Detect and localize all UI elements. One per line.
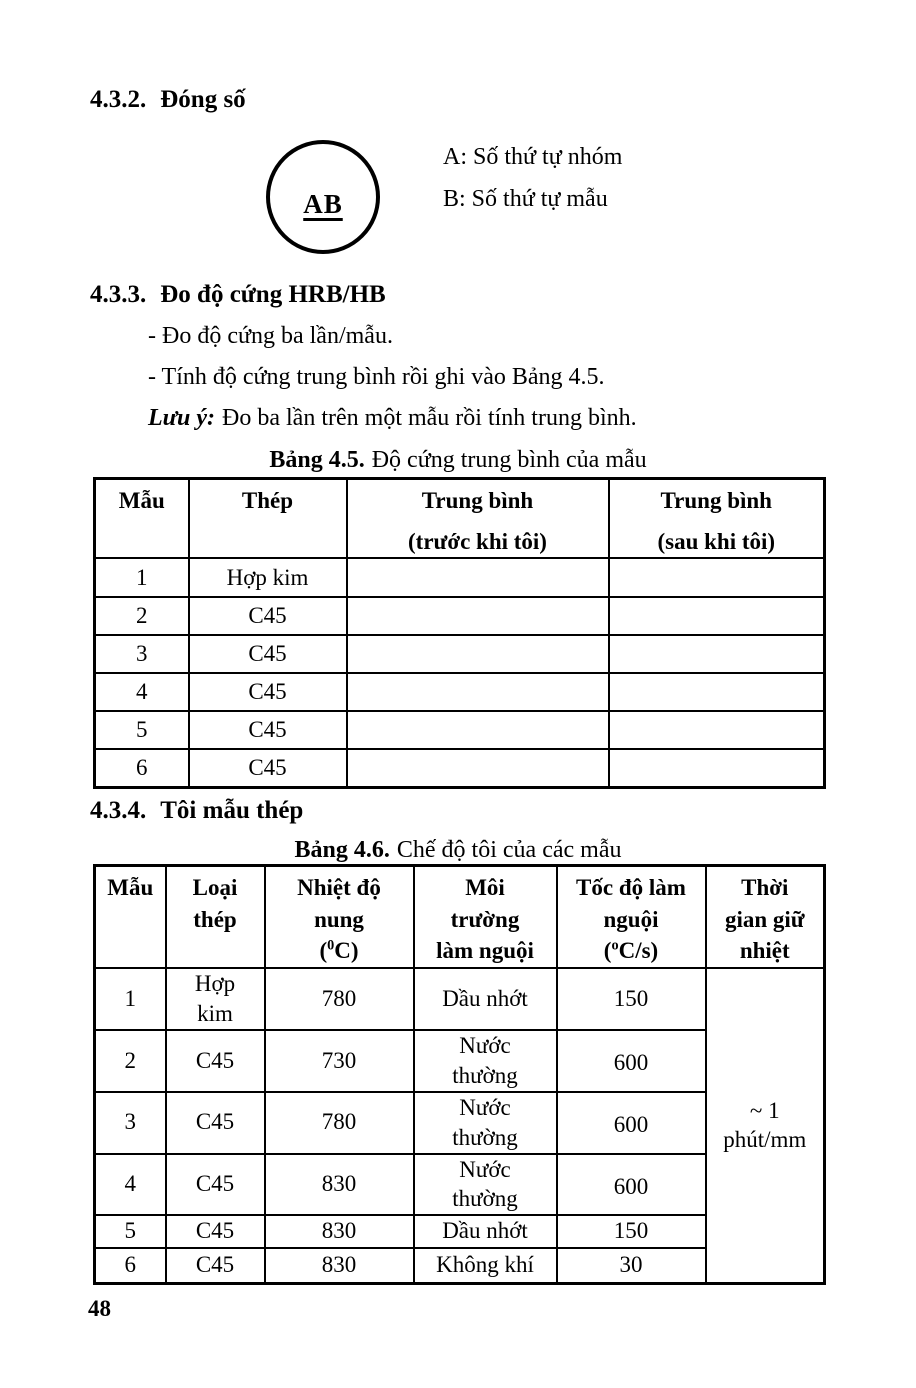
cell-medium: Dầu nhớt bbox=[414, 1215, 557, 1248]
circle-label: AB bbox=[303, 188, 343, 219]
col-header-nhiet-do-nung: Nhiệt độ nung ($^0$C) bbox=[265, 866, 414, 969]
table-row bbox=[95, 635, 825, 673]
cell-medium: Nước thường bbox=[414, 1154, 557, 1216]
table-row bbox=[95, 749, 825, 787]
note-text: Đo ba lần trên một mẫu rồi tính trung bình. bbox=[222, 405, 637, 431]
cell-no: 1 bbox=[95, 558, 189, 597]
table-45-hardness bbox=[93, 477, 826, 789]
col-header-thep: Thép bbox=[189, 479, 347, 559]
section-title: Tôi mẫu thép bbox=[160, 797, 304, 824]
cell-rate: 600 bbox=[557, 1030, 706, 1092]
table-row bbox=[95, 673, 825, 711]
cell-rate: 600 bbox=[557, 1092, 706, 1154]
cell-steel: C45 bbox=[166, 1215, 265, 1248]
caption-text: Độ cứng trung bình của mẫu bbox=[371, 447, 647, 473]
cell-no: 5 bbox=[95, 1215, 166, 1248]
caption-label: Bảng 4.5. bbox=[269, 447, 365, 473]
table-row bbox=[95, 597, 825, 635]
cell-steel: C45 bbox=[189, 749, 347, 787]
table-header-row bbox=[95, 866, 825, 969]
section-title: Đóng số bbox=[160, 86, 246, 113]
section-number: 4.3.2. bbox=[90, 86, 147, 113]
heading-4-3-3 bbox=[90, 281, 386, 309]
cell-medium: Nước thường bbox=[414, 1092, 557, 1154]
cell-avg-before-empty bbox=[347, 597, 609, 635]
cell-temp: 830 bbox=[265, 1215, 414, 1248]
col-header-avg-after: Trung bình (sau khi tôi) bbox=[609, 479, 825, 559]
cell-avg-before-empty bbox=[347, 558, 609, 597]
table-header-row bbox=[95, 479, 825, 559]
cell-steel: C45 bbox=[189, 597, 347, 635]
cell-temp: 830 bbox=[265, 1248, 414, 1283]
cell-no: 3 bbox=[95, 635, 189, 673]
heading-4-3-4 bbox=[90, 797, 303, 825]
cell-no: 6 bbox=[95, 749, 189, 787]
legend-line-b: B: Số thứ tự mẫu bbox=[443, 186, 608, 212]
unit-line: ($^0$C) bbox=[319, 937, 359, 964]
cell-no: 3 bbox=[95, 1092, 166, 1154]
cell-avg-before-empty bbox=[347, 749, 609, 787]
cell-avg-before-empty bbox=[347, 673, 609, 711]
cell-hold-time: ~ 1 phút/mm bbox=[706, 968, 825, 1283]
cell-steel: C45 bbox=[166, 1030, 265, 1092]
table-row bbox=[95, 968, 825, 1030]
cell-no: 1 bbox=[95, 968, 166, 1030]
cell-temp: 780 bbox=[265, 1092, 414, 1154]
caption-label: Bảng 4.6. bbox=[294, 837, 390, 863]
cell-no: 4 bbox=[95, 673, 189, 711]
col-header-mau: Mẫu bbox=[95, 866, 166, 969]
note-label: Lưu ý: bbox=[148, 405, 216, 431]
specimen-stamp-circle bbox=[266, 140, 380, 254]
col-header-avg-before: Trung bình (trước khi tôi) bbox=[347, 479, 609, 559]
bullet-item: - Đo độ cứng ba lần/mẫu. bbox=[148, 323, 393, 349]
note-line bbox=[148, 405, 637, 432]
bullet-item: - Tính độ cứng trung bình rồi ghi vào Bảng 4.5. bbox=[148, 364, 605, 390]
cell-avg-before-empty bbox=[347, 635, 609, 673]
cell-steel: C45 bbox=[189, 635, 347, 673]
cell-avg-after-empty bbox=[609, 635, 825, 673]
cell-avg-after-empty bbox=[609, 597, 825, 635]
caption-text: Chế độ tôi của các mẫu bbox=[396, 837, 622, 863]
heading-4-3-2 bbox=[90, 86, 246, 114]
cell-rate: 150 bbox=[557, 968, 706, 1030]
cell-temp: 730 bbox=[265, 1030, 414, 1092]
cell-steel: Hợp kim bbox=[166, 968, 265, 1030]
col-header-loai-thep: Loại thép bbox=[166, 866, 265, 969]
col-header-moi-truong: Môi trường làm nguội bbox=[414, 866, 557, 969]
cell-no: 6 bbox=[95, 1248, 166, 1283]
cell-no: 4 bbox=[95, 1154, 166, 1216]
cell-steel: C45 bbox=[166, 1248, 265, 1283]
cell-steel: C45 bbox=[189, 711, 347, 749]
table-46-caption bbox=[93, 837, 823, 864]
cell-medium: Nước thường bbox=[414, 1030, 557, 1092]
table-46-quenching bbox=[93, 864, 826, 1285]
cell-rate: 30 bbox=[557, 1248, 706, 1283]
col-header-mau: Mẫu bbox=[95, 479, 189, 559]
cell-temp: 830 bbox=[265, 1154, 414, 1216]
cell-avg-before-empty bbox=[347, 711, 609, 749]
col-header-toc-do: Tốc độ làm nguội ($^o$C/s) bbox=[557, 866, 706, 969]
cell-no: 5 bbox=[95, 711, 189, 749]
cell-no: 2 bbox=[95, 1030, 166, 1092]
cell-temp: 780 bbox=[265, 968, 414, 1030]
cell-medium: Dầu nhớt bbox=[414, 968, 557, 1030]
legend-line-a: A: Số thứ tự nhóm bbox=[443, 144, 623, 170]
cell-steel: C45 bbox=[189, 673, 347, 711]
cell-avg-after-empty bbox=[609, 558, 825, 597]
table-45-caption bbox=[93, 447, 823, 474]
cell-steel: Hợp kim bbox=[189, 558, 347, 597]
cell-avg-after-empty bbox=[609, 673, 825, 711]
cell-medium: Không khí bbox=[414, 1248, 557, 1283]
table-row bbox=[95, 558, 825, 597]
cell-avg-after-empty bbox=[609, 711, 825, 749]
col-header-thoi-gian: Thời gian giữ nhiệt bbox=[706, 866, 825, 969]
section-number: 4.3.4. bbox=[90, 797, 147, 824]
cell-no: 2 bbox=[95, 597, 189, 635]
page-number: 48 bbox=[88, 1296, 111, 1321]
cell-rate: 150 bbox=[557, 1215, 706, 1248]
section-number: 4.3.3. bbox=[90, 281, 147, 308]
cell-rate: 600 bbox=[557, 1154, 706, 1216]
cell-avg-after-empty bbox=[609, 749, 825, 787]
table-row bbox=[95, 711, 825, 749]
unit-line: ($^o$C/s) bbox=[603, 937, 659, 964]
section-title: Đo độ cứng HRB/HB bbox=[160, 281, 386, 308]
cell-steel: C45 bbox=[166, 1154, 265, 1216]
cell-steel: C45 bbox=[166, 1092, 265, 1154]
